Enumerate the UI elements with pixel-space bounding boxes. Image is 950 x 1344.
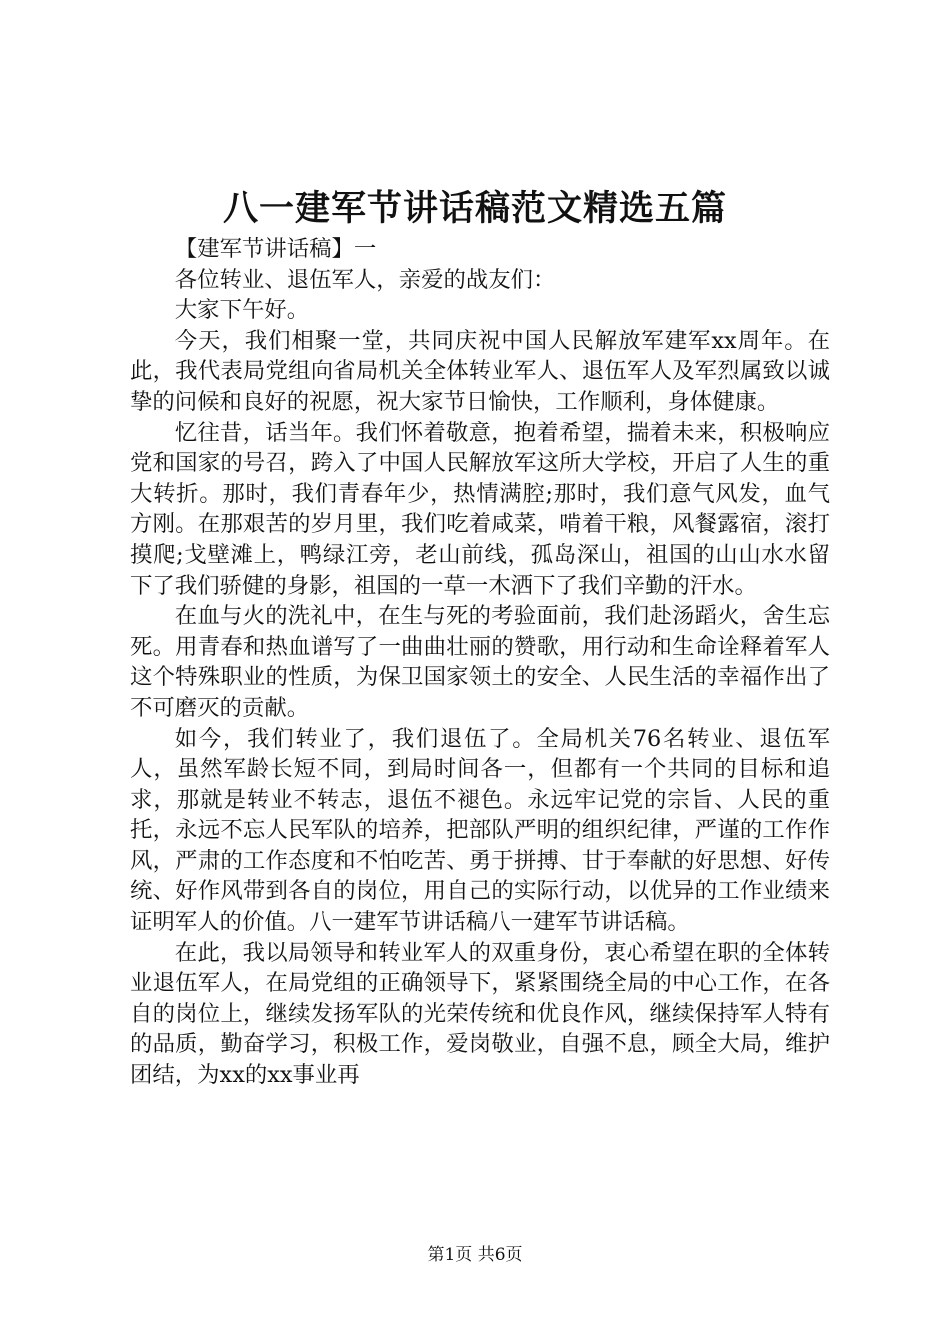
page-footer: 第1页 共6页 <box>427 1245 523 1265</box>
paragraph: 大家下午好。 <box>174 297 310 324</box>
paragraph: 在此，我以局领导和转业军人的双重身份，衷心希望在职的全体转业退伍军人，在局党组的正确领导下，紧紧围绕全局的中心工作，在各自的岗位上，继续发扬军队的光荣传统和优良作风，继续保持军人特有的品质，勤奋学习，积极工作，爱岗敬业，自强不息，顾全大局，维护团结，为xx的xx事业再 <box>130 939 830 1089</box>
document-body <box>130 234 830 1091</box>
paragraph: 【建军节讲话稿】一 <box>174 236 377 262</box>
paragraph: 各位转业、退伍军人，亲爱的战友们： <box>174 266 556 293</box>
paragraph: 在血与火的洗礼中，在生与死的考验面前，我们赴汤蹈火，舍生忘死。用青春和热血谱写了一曲曲壮丽的赞歌，用行动和生命诠释着军人这个特殊职业的性质，为保卫国家领土的安全、人民生活的幸福作出了不可磨灭的贡献。 <box>130 603 830 721</box>
paragraph: 如今，我们转业了，我们退伍了。全局机关76名转业、退伍军人，虽然军龄长短不同，到局时间各一，但都有一个共同的目标和追求，那就是转业不转志，退伍不褪色。永远牢记党的宗旨、人民的重托，永远不忘人民军队的培养，把部队严明的组织纪律，严谨的工作作风，严肃的工作态度和不怕吃苦、勇于拼搏、甘于奉献的好思想、好传统、好作风带到各自的岗位，用自己的实际行动，以优异的工作业绩来证明军人的价值。八一建军节讲话稿八一建军节讲话稿。 <box>130 725 830 936</box>
paragraph: 今天，我们相聚一堂，共同庆祝中国人民解放军建军xx周年。在此，我代表局党组向省局机关全体转业军人、退伍军人及军烈属致以诚挚的问候和良好的祝愿，祝大家节日愉快，工作顺利，身体健康。 <box>130 327 830 415</box>
paragraph: 忆往昔，话当年。我们怀着敬意，抱着希望，揣着未来，积极响应党和国家的号召，跨入了中国人民解放军这所大学校，开启了人生的重大转折。那时，我们青春年少，热情满腔;那时，我们意气风发，血气方刚。在那艰苦的岁月里，我们吃着咸菜，啃着干粮，风餐露宿，滚打摸爬;戈壁滩上，鸭绿江旁，老山前线，孤岛深山，祖国的山山水水留下了我们骄健的身影，祖国的一草一木洒下了我们辛勤的汗水。 <box>130 419 830 599</box>
document-title: 八一建军节讲话稿范文精选五篇 <box>222 188 727 229</box>
